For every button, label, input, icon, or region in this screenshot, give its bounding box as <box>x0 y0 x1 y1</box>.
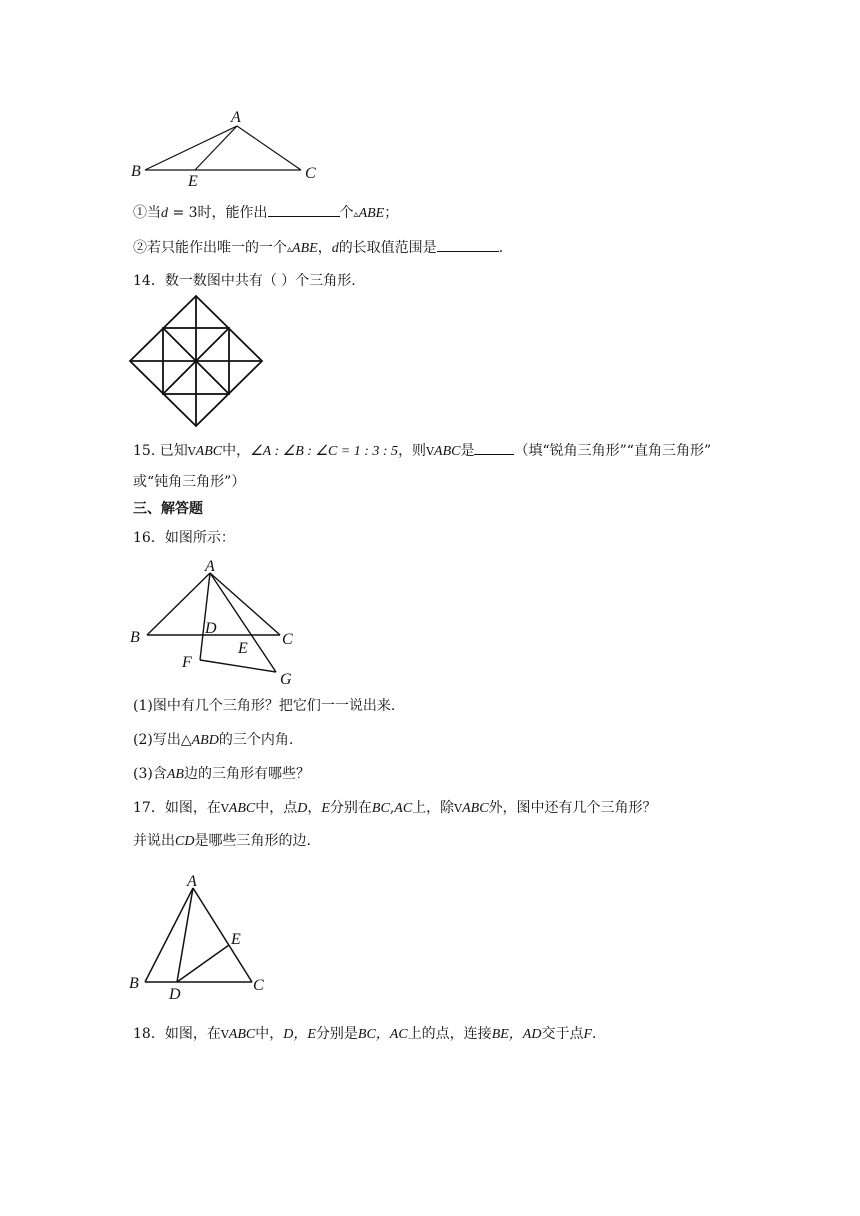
label-a: A <box>205 558 215 575</box>
label-e: E <box>188 173 198 190</box>
figure-q16 <box>125 556 305 690</box>
figure-q13 <box>125 108 325 190</box>
q17-line2: 并说出CD是哪些三角形的边. <box>133 833 311 849</box>
label-a: A <box>231 109 241 126</box>
q13-part2: ②若只能作出唯一的一个▵ABE，d的长取值范围是 . <box>133 237 503 260</box>
label-a: A <box>187 873 197 890</box>
answer-blank-2[interactable] <box>437 237 499 252</box>
q13-part1: ①当d = 3时，能作出 个▵ABE； <box>133 202 398 225</box>
segment-ac <box>193 888 252 982</box>
answer-blank-3[interactable] <box>474 440 514 455</box>
label-f: F <box>182 654 192 671</box>
q18-stem: 18．如图，在VABC中，D，E分别是BC，AC上的点，连接BE，AD交于点F. <box>133 1026 597 1042</box>
q15-line2: 或“钝角三角形”） <box>133 474 246 490</box>
label-e: E <box>231 931 241 948</box>
segment-af <box>200 573 210 660</box>
segment-fg <box>200 660 276 672</box>
label-c: C <box>253 977 264 994</box>
label-b: B <box>131 163 141 180</box>
q16-stem: 16．如图所示： <box>133 530 235 546</box>
segment-ae <box>195 126 237 170</box>
segment-ab <box>145 126 237 170</box>
label-d: D <box>205 620 217 637</box>
q16-part2: (2)写出△ABD的三个内角. <box>133 732 294 748</box>
label-c: C <box>305 165 316 182</box>
section-title: 三、解答题 <box>133 501 203 517</box>
q15-line1: 15. 已知VABC中，∠A : ∠B : ∠C = 1 : 3 : 5，则VABC是 （填“锐角三角形”“直角三角形” <box>133 440 711 462</box>
q17-line1: 17．如图，在VABC中，点D，E分别在BC,AC上，除VABC外，图中还有几个三角形？ <box>133 800 657 816</box>
q16-part1: (1)图中有几个三角形？把它们一一说出来. <box>133 698 396 714</box>
label-e: E <box>238 640 248 657</box>
label-b: B <box>130 629 140 646</box>
figure-q17 <box>125 868 275 1002</box>
label-c: C <box>282 631 293 648</box>
label-d: D <box>169 986 181 1002</box>
figure-q14 <box>128 294 268 428</box>
segment-de <box>177 945 229 982</box>
label-g: G <box>280 671 292 688</box>
answer-blank-1[interactable] <box>268 202 340 217</box>
segment-ab <box>147 573 210 635</box>
segment-ac <box>237 126 301 170</box>
segment-ab <box>145 888 193 982</box>
q14-stem: 14．数一数图中共有（ ）个三角形. <box>133 273 356 289</box>
q16-part3: (3)含AB边的三角形有哪些？ <box>133 766 310 782</box>
label-b: B <box>129 975 139 992</box>
